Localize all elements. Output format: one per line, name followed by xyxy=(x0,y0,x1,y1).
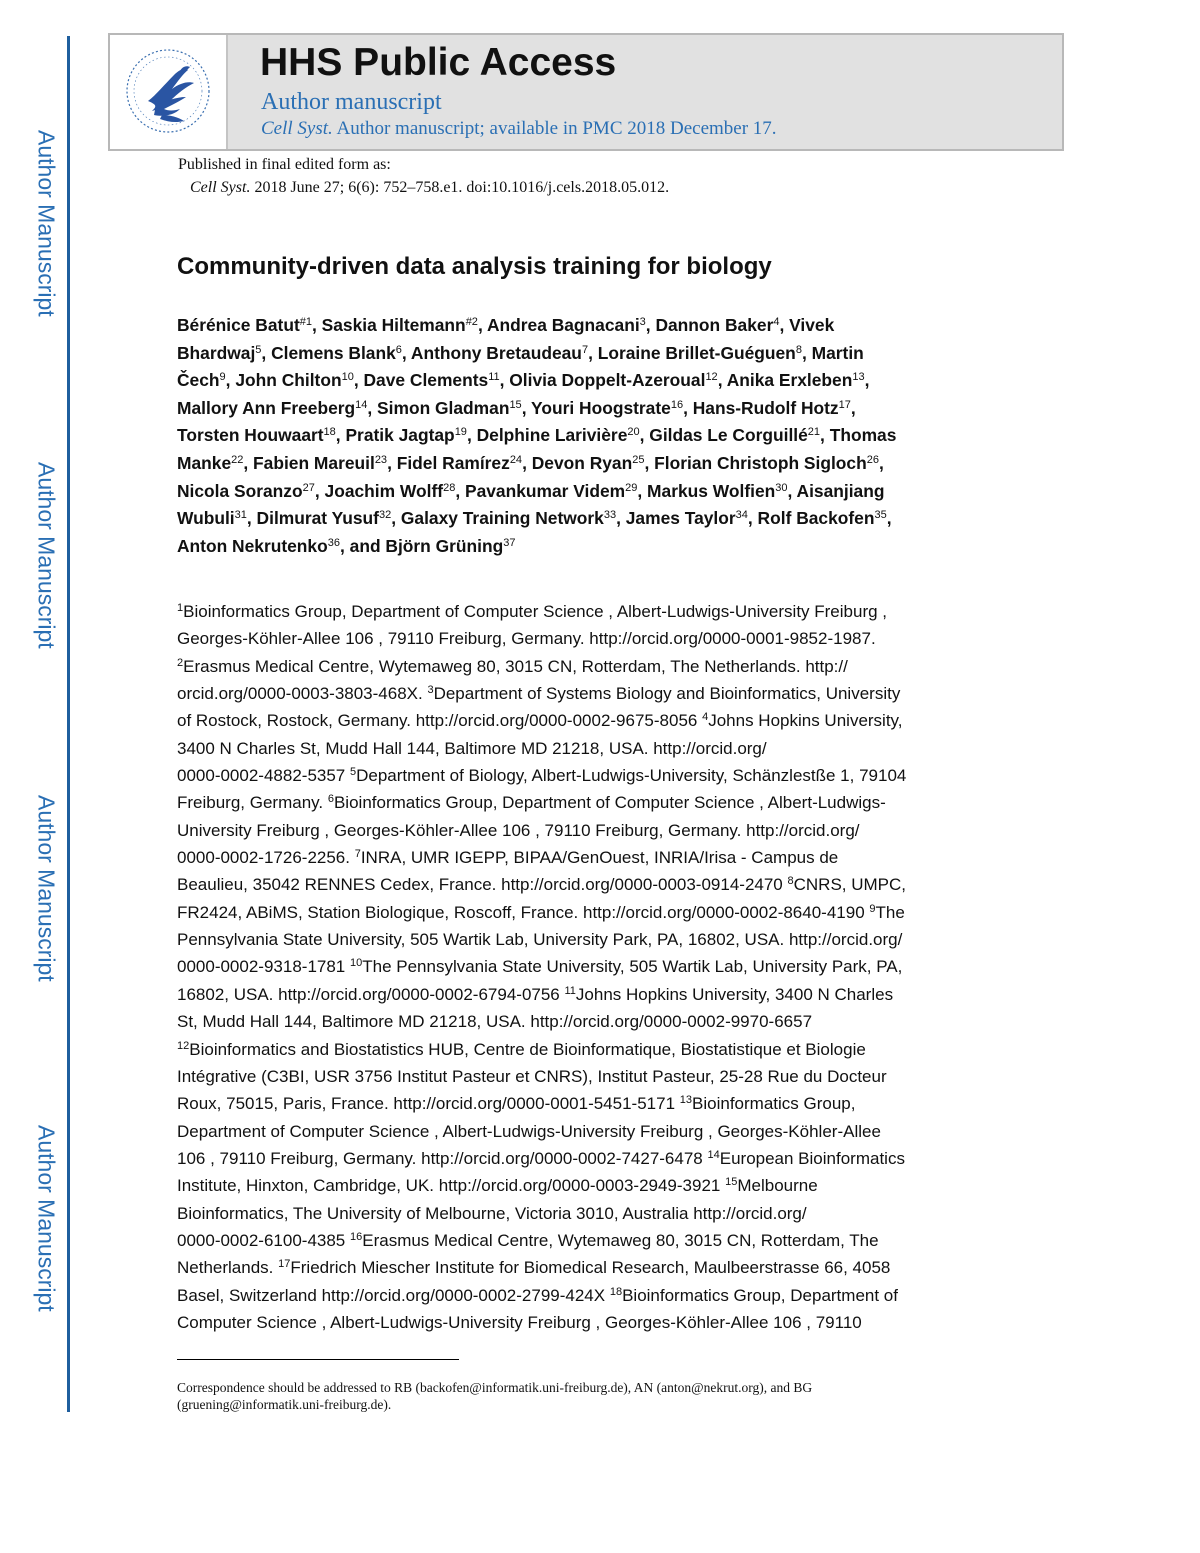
affiliation-text: Bioinformatics and Biostatistics HUB, Centre de Bioinformatique, Biostatistique et Biologie xyxy=(189,1039,866,1059)
affiliation-marker: 4 xyxy=(702,711,709,724)
affiliation-marker: 17 xyxy=(278,1258,291,1271)
manuscript-type: Author manuscript xyxy=(261,89,442,115)
hhs-logo xyxy=(110,35,228,149)
affiliation-marker: 15 xyxy=(725,1176,738,1189)
affiliation-line xyxy=(177,1036,1057,1063)
author-name: , Youri Hoogstrate xyxy=(521,397,671,418)
affiliation-line xyxy=(177,1063,1057,1090)
author-name: , Joachim Wolff xyxy=(314,480,444,501)
author-name: , Andrea Bagnacani xyxy=(477,315,640,335)
affiliation-text: Johns Hopkins University, 3400 N Charles xyxy=(575,984,894,1004)
hhs-title: HHS Public Access xyxy=(260,41,617,84)
author-name: , John Chilton xyxy=(225,370,342,391)
author-name: , Dannon Baker xyxy=(645,315,774,335)
affiliation-marker: 30 xyxy=(775,481,788,494)
affiliation-text: 0000-0002-6100-4385 xyxy=(177,1230,350,1250)
affiliation-line xyxy=(177,1008,1057,1035)
affiliation-text: Bioinformatics Group, Department of Computer Science , Albert-Ludwigs-University Freiburg , xyxy=(183,602,888,621)
author-line xyxy=(177,395,1047,423)
author-name: , Simon Gladman xyxy=(367,397,510,418)
affiliation-marker: 3 xyxy=(427,684,434,697)
correspondence-footnote xyxy=(177,1379,812,1413)
author-name: , Delphine Larivière xyxy=(466,425,628,446)
citation-details: 2018 June 27; 6(6): 752–758.e1. doi:10.1016/j.cels.2018.05.012. xyxy=(250,179,670,196)
author-line xyxy=(177,478,1047,506)
affiliation-marker: 18 xyxy=(323,426,336,439)
affiliation-text: Erasmus Medical Centre, Wytemaweg 80, 3015 CN, Rotterdam, The Netherlands. http:// xyxy=(183,656,848,676)
affiliation-marker: 10 xyxy=(349,957,363,970)
affiliation-marker: 37 xyxy=(503,536,516,549)
author-name: , xyxy=(864,370,870,391)
affiliation-marker: 8 xyxy=(795,343,802,356)
author-name: , Thomas xyxy=(820,425,897,446)
affiliation-line xyxy=(177,762,1057,789)
hhs-header xyxy=(108,33,1064,151)
affiliation-marker: 14 xyxy=(355,398,368,411)
author-name: Bhardwaj xyxy=(177,342,256,363)
affiliation-line xyxy=(177,707,1057,734)
availability-text: Author manuscript; available in PMC 2018 December 17. xyxy=(332,118,777,139)
affiliation-marker: 17 xyxy=(838,398,851,411)
author-name: , Anthony Bretaudeau xyxy=(401,342,582,363)
author-line xyxy=(177,340,1047,368)
affiliation-text: Bioinformatics Group, Department of xyxy=(622,1285,898,1305)
affiliation-text: Department of Biology, Albert-Ludwigs-University, Schänzlestße 1, 79104 xyxy=(356,766,907,786)
affiliation-marker: 16 xyxy=(349,1230,363,1243)
affiliation-marker: 1 xyxy=(177,602,184,614)
affiliation-marker: 2 xyxy=(177,656,184,669)
affiliation-marker: 11 xyxy=(488,371,500,384)
affiliation-marker: 33 xyxy=(603,509,617,522)
author-name: , Rolf Backofen xyxy=(747,508,875,529)
affiliation-marker: 21 xyxy=(807,426,821,439)
author-name: , xyxy=(886,508,892,529)
affiliation-marker: 23 xyxy=(374,453,388,466)
affiliation-text: CNRS, UMPC, xyxy=(793,875,907,895)
affiliation-text: Pennsylvania State University, 505 Wartik Lab, University Park, PA, 16802, USA. http://orcid.org/ xyxy=(177,930,903,950)
affiliation-text: Beaulieu, 35042 RENNES Cedex, France. http://orcid.org/0000-0003-0914-2470 xyxy=(177,875,788,895)
affiliation-line xyxy=(177,598,1057,625)
affiliation-marker: #2 xyxy=(465,316,478,328)
affiliation-marker: 5 xyxy=(349,766,357,779)
author-name: , Aisanjiang xyxy=(787,480,885,501)
author-name: , Markus Wolfien xyxy=(637,480,776,501)
affiliation-marker: 13 xyxy=(679,1094,693,1107)
affiliation-text: Basel, Switzerland http://orcid.org/0000-0002-2799-424X xyxy=(177,1285,610,1305)
affiliation-text: St, Mudd Hall 144, Baltimore MD 21218, USA. http://orcid.org/0000-0002-9970-6657 xyxy=(177,1012,813,1032)
author-name: , Dilmurat Yusuf xyxy=(246,508,379,529)
affiliation-line xyxy=(177,789,1057,816)
footnote-rule xyxy=(177,1359,459,1360)
affiliation-marker: 36 xyxy=(327,536,340,549)
author-name: , Pavankumar Videm xyxy=(455,480,626,501)
affiliation-marker: #1 xyxy=(299,316,312,328)
affiliation-text: Roux, 75015, Paris, France. http://orcid.org/0000-0001-5451-5171 xyxy=(177,1094,680,1114)
affiliation-marker: 6 xyxy=(327,793,334,806)
affiliation-marker: 12 xyxy=(177,1039,190,1052)
affiliation-line xyxy=(177,871,1057,898)
affiliation-text: FR2424, ABiMS, Station Biologique, Roscoff, France. http://orcid.org/0000-0002-8640-4190 xyxy=(177,902,870,922)
affiliation-marker: 7 xyxy=(354,848,361,861)
affiliation-text: Netherlands. xyxy=(177,1258,279,1278)
affiliation-line xyxy=(177,817,1057,844)
author-name: , and Björn Grüning xyxy=(339,535,504,556)
affiliation-line xyxy=(177,680,1057,707)
citation-line xyxy=(190,179,669,197)
affiliation-marker: 3 xyxy=(639,316,646,328)
author-name: , Fabien Mareuil xyxy=(243,452,375,473)
affiliation-text: Department of Systems Biology and Bioinformatics, University xyxy=(433,684,901,704)
manuscript-page: Author Manuscript Author Manuscript Author Manuscript Author Manuscript HHS Public Access Author manuscript Cell Syst. Author manuscript; available in PMC 2018 December 17. Published in final edited form as: Cell Syst. 2018 June 27; 6(6): 752–758.e1. doi:10.1016/j.cels.2018.05.012. Community-driven data analysis training for biology Bérénice Batut$^{\#1}$, Saskia Hiltemann$^{\#2}$, Andrea Bagnacani$^3$, Dannon Baker$^4$, Vivek Bhardwaj$^5$, Clemens Blank$^6$, Anthony Bretaudeau$^7$, Loraine Brillet-Guéguen$^8$, Martin Čech$^9$, John Chilton$^{10}$, Dave Clements$^{11}$, Olivia Doppelt-Azeroual$^{12}$, Anika Erxleben$^{13}$, Mallory Ann Freeberg$^{14}$, Simon Gladman$^{15}$, Youri Hoogstrate$^{16}$, Hans-Rudolf Hotz$^{17}$, Torsten Houwaart$^{18}$, Pratik Jagtap$^{19}$, Delphine Larivière$^{20}$, Gildas Le Corguillé$^{21}$, Thomas Manke$^{22}$, Fabien Mareuil$^{23}$, Fidel Ramírez$^{24}$, Devon Ryan$^{25}$, Florian Christoph Sigloch$^{26}$, Nicola Soranzo$^{27}$, Joachim Wolff$^{28}$, Pavankumar Videm$^{29}$, Markus Wolfien$^{30}$, Aisanjiang Wubuli$^{31}$, Dilmurat Yusuf$^{32}$, Galaxy Training Network$^{33}$, James Taylor$^{34}$, Rolf Backofen$^{35}$, Anton Nekrutenko$^{36}$, and Björn Grüning$^{37}$ $^1$Bioinformatics Group, Department of Computer Science , Albert-Ludwigs-University Freiburg , Georges-Köhler-Allee 106 , 79110 Freiburg, Germany. http://orcid.org/0000-0001-9852-1987. $^2$Erasmus Medical Centre, Wytemaweg 80, 3015 CN, Rotterdam, The Netherlands. http:// orcid.org/0000-0003-3803-468X. $^3$Department of Systems Biology and Bioinformatics, University of Rostock, Rostock, Germany. http://orcid.org/0000-0002-9675-8056 $^4$Johns Hopkins University, 3400 N Charles St, Mudd Hall 144, Baltimore MD 21218, USA. http://orcid.org/ 0000-0002-4882-5357 $^5$Department of Biology, Albert-Ludwigs-University, Schänzlestße 1, 79104 Freiburg, Germany. $^6$Bioinformatics Group, Department of Computer Science , Albert-Ludwigs- University Freiburg , Georges-Köhler-Allee 106 , 79110 Freiburg, Germany. http://orcid.org/ 0000-0002-1726-2256. $^7$INRA, UMR IGEPP, BIPAA/GenOuest, INRIA/Irisa - Campus de Beaulieu, 35042 RENNES Cedex, France. http://orcid.org/0000-0003-0914-2470 $^8$CNRS, UMPC, FR2424, ABiMS, Station Biologique, Roscoff, France. http://orcid.org/0000-0002-8640-4190 $^9$The Pennsylvania State University, 505 Wartik Lab, University Park, PA, 16802, USA. http://orcid.org/ 0000-0002-9318-1781 $^{10}$The Pennsylvania State University, 505 Wartik Lab, University Park, PA, 16802, USA. http://orcid.org/0000-0002-6794-0756 $^{11}$Johns Hopkins University, 3400 N Charles St, Mudd Hall 144, Baltimore MD 21218, USA. http://orcid.org/0000-0002-9970-6657 $^{12}$Bioinformatics and Biostatistics HUB, Centre de Bioinformatique, Biostatistique et Biologie Intégrative (C3BI, USR 3756 Institut Pasteur et CNRS), Institut Pasteur, 25-28 Rue du Docteur Roux, 75015, Paris, France. http://orcid.org/0000-0001-5451-5171 $^{13}$Bioinformatics Group, Department of Computer Science , Albert-Ludwigs-University Freiburg , Georges-Köhler-Allee 106 , 79110 Freiburg, Germany. http://orcid.org/0000-0002-7427-6478 $^{14}$European Bioinformatics Institute, Hinxton, Cambridge, UK. http://orcid.org/0000-0003-2949-3921 $^{15}$Melbourne Bioinformatics, The University of Melbourne, Victoria 3010, Australia http://orcid.org/ 0000-0002-6100-4385 $^{16}$Erasmus Medical Centre, Wytemaweg 80, 3015 CN, Rotterdam, The Netherlands. $^{17}$Friedrich Miescher Institute for Biomedical Research, Maulbeerstrasse 66, 4058 Basel, Switzerland http://orcid.org/0000-0002-2799-424X $^{18}$Bioinformatics Group, Department of Computer Science , Albert-Ludwigs-University Freiburg , Georges-Köhler-Allee 106 , 79110 Correspondence should be addressed to RB (backofen@informatik.uni-freiburg.de), AN (anton@nekrut.org), and BG (gruening@informatik.uni-freiburg.de). xyxy=(0,0,1200,1553)
affiliation-text: University Freiburg , Georges-Köhler-Allee 106 , 79110 Freiburg, Germany. http://orcid.org/ xyxy=(177,820,860,840)
affiliation-text: Institute, Hinxton, Cambridge, UK. http://orcid.org/0000-0003-2949-3921 xyxy=(177,1176,726,1196)
affiliation-marker: 8 xyxy=(787,875,794,888)
footnote-line: (gruening@informatik.uni-freiburg.de). xyxy=(177,1397,392,1412)
author-name: , Olivia Doppelt-Azeroual xyxy=(499,370,706,391)
affiliation-marker: 13 xyxy=(852,371,865,384)
author-name: , Vivek xyxy=(779,315,835,335)
affiliation-line xyxy=(177,1090,1057,1117)
affiliation-text: 106 , 79110 Freiburg, Germany. http://orcid.org/0000-0002-7427-6478 xyxy=(177,1148,708,1168)
author-line xyxy=(177,505,1047,533)
affiliation-line xyxy=(177,953,1057,980)
author-list xyxy=(177,312,1047,560)
affiliation-marker: 24 xyxy=(509,453,523,466)
affiliation-marker: 25 xyxy=(632,453,645,466)
author-line xyxy=(177,450,1047,478)
affiliation-marker: 26 xyxy=(866,453,879,466)
affiliation-marker: 20 xyxy=(627,426,640,439)
affiliation-marker: 31 xyxy=(234,509,247,522)
affiliation-marker: 32 xyxy=(378,509,392,522)
affiliation-text: 16802, USA. http://orcid.org/0000-0002-6794-0756 xyxy=(177,984,565,1004)
affiliation-marker: 18 xyxy=(609,1285,623,1298)
affiliation-line xyxy=(177,1282,1057,1309)
author-name: , xyxy=(850,397,856,418)
affiliation-marker: 9 xyxy=(869,902,876,915)
affiliation-text: Erasmus Medical Centre, Wytemaweg 80, 3015 CN, Rotterdam, The xyxy=(362,1230,879,1250)
author-name: , Fidel Ramírez xyxy=(387,452,510,473)
affiliation-line xyxy=(177,1254,1057,1281)
affiliation-marker: 27 xyxy=(302,481,315,494)
author-name: , Clemens Blank xyxy=(261,342,396,363)
header-title-area xyxy=(228,35,1062,149)
affiliation-text: 0000-0002-9318-1781 xyxy=(177,957,350,977)
author-name: , Saskia Hiltemann xyxy=(312,315,466,335)
affiliation-marker: 10 xyxy=(341,371,354,384)
author-name: , Devon Ryan xyxy=(522,452,633,473)
author-name: , Anika Erxleben xyxy=(717,370,853,391)
author-name: Mallory Ann Freeberg xyxy=(177,397,356,418)
affiliation-text: Georges-Köhler-Allee 106 , 79110 Freiburg, Germany. http://orcid.org/0000-0001-9852-1987. xyxy=(177,629,876,649)
affiliation-text: 3400 N Charles St, Mudd Hall 144, Baltimore MD 21218, USA. http://orcid.org/ xyxy=(177,738,767,758)
author-name: , Galaxy Training Network xyxy=(391,508,604,529)
author-name: , Pratik Jagtap xyxy=(335,425,455,446)
author-name: Bérénice Batut xyxy=(177,315,300,335)
affiliation-text: Bioinformatics Group, Department of Computer Science , Albert-Ludwigs- xyxy=(333,793,886,813)
affiliation-line xyxy=(177,735,1057,762)
published-label: Published in final edited form as: xyxy=(178,156,391,173)
affiliation-text: orcid.org/0000-0003-3803-468X. xyxy=(177,684,428,704)
affiliation-marker: 4 xyxy=(773,316,780,328)
author-name: Wubuli xyxy=(177,508,235,529)
author-name: Torsten Houwaart xyxy=(177,425,324,446)
author-name: , Loraine Brillet-Guéguen xyxy=(588,342,796,363)
affiliation-line xyxy=(177,1227,1057,1254)
author-name: , Florian Christoph Sigloch xyxy=(644,452,867,473)
affiliation-marker: 5 xyxy=(255,343,262,356)
affiliation-marker: 34 xyxy=(735,509,748,522)
affiliation-line xyxy=(177,1200,1057,1227)
hhs-eagle-seal-icon xyxy=(122,45,214,137)
affiliation-text: INRA, UMR IGEPP, BIPAA/GenOuest, INRIA/Irisa - Campus de xyxy=(360,848,839,868)
affiliation-marker: 19 xyxy=(454,426,467,439)
author-name: Nicola Soranzo xyxy=(177,480,303,501)
affiliation-text: The Pennsylvania State University, 505 Wartik Lab, University Park, PA, xyxy=(362,957,903,977)
affiliation-marker: 9 xyxy=(219,371,226,384)
author-name: Manke xyxy=(177,452,232,473)
affiliation-text: 0000-0002-1726-2256. xyxy=(177,848,355,868)
affiliation-marker: 22 xyxy=(231,453,244,466)
footnote-line: Correspondence should be addressed to RB (backofen@informatik.uni-freiburg.de), AN (anton@nekrut.org), and BG xyxy=(177,1380,813,1395)
affiliation-marker: 7 xyxy=(581,343,589,356)
affiliation-text: The xyxy=(875,902,905,922)
affiliation-text: of Rostock, Rostock, Germany. http://orcid.org/0000-0002-9675-8056 xyxy=(177,711,703,731)
affiliation-marker: 35 xyxy=(874,509,887,522)
author-name: , Gildas Le Corguillé xyxy=(639,425,808,446)
affiliation-text: 0000-0002-4882-5357 xyxy=(177,766,350,786)
affiliation-text: Bioinformatics Group, xyxy=(692,1094,856,1114)
affiliation-line xyxy=(177,981,1057,1008)
author-line xyxy=(177,422,1047,450)
affiliation-marker: 16 xyxy=(670,398,684,411)
affiliation-text: Freiburg, Germany. xyxy=(177,793,328,813)
affiliation-text: Intégrative (C3BI, USR 3756 Institut Pasteur et CNRS), Institut Pasteur, 25-28 Rue du Docteur xyxy=(177,1066,887,1086)
author-name: , Martin xyxy=(801,342,864,363)
affiliation-text: Melbourne xyxy=(737,1176,818,1196)
affiliation-text: Computer Science , Albert-Ludwigs-University Freiburg , Georges-Köhler-Allee 106 , 79110 xyxy=(177,1312,862,1332)
affiliation-marker: 28 xyxy=(443,481,456,494)
author-name: , xyxy=(878,452,884,473)
affiliation-line xyxy=(177,844,1057,871)
margin-rule xyxy=(67,36,70,1412)
author-line xyxy=(177,312,1047,340)
affiliation-line xyxy=(177,1309,1057,1336)
author-line xyxy=(177,533,1047,561)
affiliation-text: Department of Computer Science , Albert-Ludwigs-University Freiburg , Georges-Köhler-Allee xyxy=(177,1121,881,1141)
affiliation-marker: 6 xyxy=(395,343,402,356)
author-line xyxy=(177,367,1047,395)
affiliation-line xyxy=(177,899,1057,926)
author-name: , Hans-Rudolf Hotz xyxy=(683,397,839,418)
affiliation-line xyxy=(177,1145,1057,1172)
affiliation-marker: 29 xyxy=(625,481,638,494)
citation-journal: Cell Syst. xyxy=(190,179,251,196)
availability-line xyxy=(261,118,777,140)
author-name: , Dave Clements xyxy=(353,370,489,391)
author-name: Anton Nekrutenko xyxy=(177,535,328,556)
affiliation-text: European Bioinformatics xyxy=(719,1148,905,1168)
journal-abbrev: Cell Syst. xyxy=(261,118,333,139)
affiliation-text: Bioinformatics, The University of Melbourne, Victoria 3010, Australia http://orcid.org/ xyxy=(177,1203,807,1223)
affiliation-line xyxy=(177,1118,1057,1145)
affiliation-marker: 15 xyxy=(509,398,522,411)
affiliation-marker: 12 xyxy=(705,371,718,384)
affiliation-text: Johns Hopkins University, xyxy=(708,711,903,731)
affiliation-line xyxy=(177,653,1057,680)
author-name: Čech xyxy=(177,370,220,391)
affiliation-line xyxy=(177,625,1057,652)
affiliation-text: Friedrich Miescher Institute for Biomedical Research, Maulbeerstrasse 66, 4058 xyxy=(290,1258,891,1278)
affiliation-line xyxy=(177,1172,1057,1199)
article-title: Community-driven data analysis training for biology xyxy=(177,253,772,280)
affiliation-line xyxy=(177,926,1057,953)
affiliation-marker: 11 xyxy=(564,984,576,997)
affiliation-marker: 14 xyxy=(707,1148,720,1161)
affiliation-list xyxy=(177,598,1057,1336)
author-name: , James Taylor xyxy=(616,508,736,529)
